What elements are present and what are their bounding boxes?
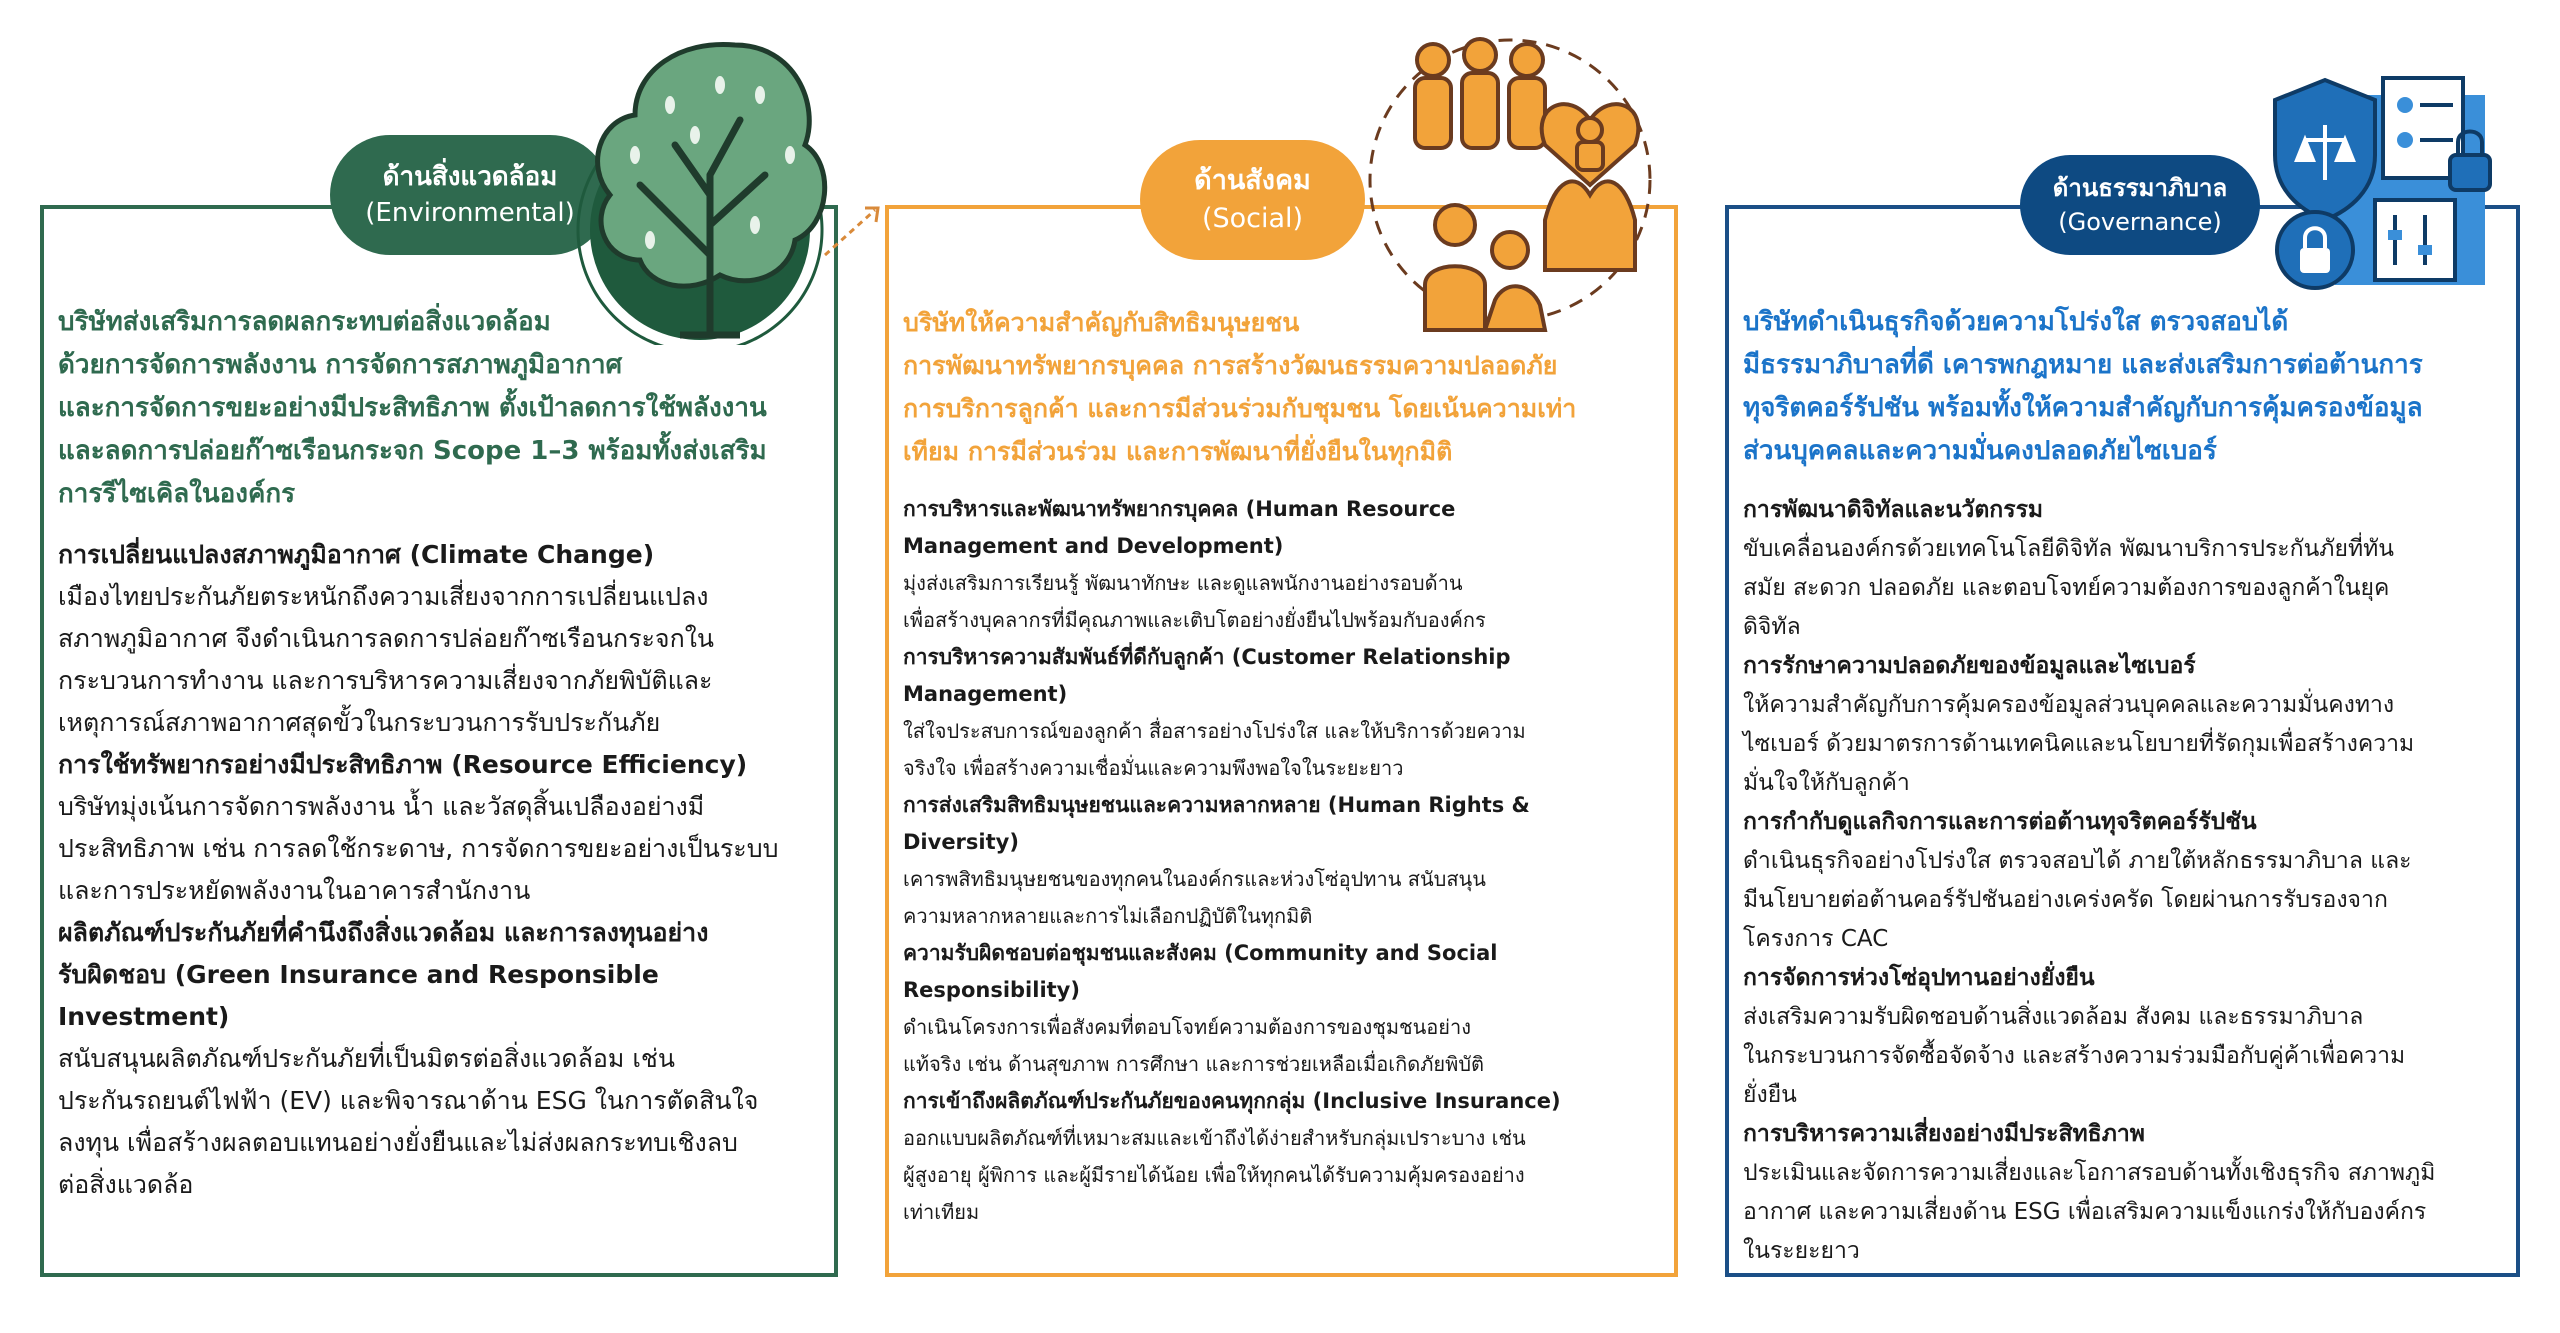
governance-header <box>2020 155 2260 255</box>
governance-item-title: การกำกับดูแลกิจการและการต่อต้านทุจริตคอร์รัปชัน <box>1743 809 2257 835</box>
social-header-th: ด้านสังคม <box>1194 165 1311 196</box>
social-panel <box>885 205 1678 1277</box>
environmental-header-en: (Environmental) <box>365 198 575 228</box>
governance-item-title: การจัดการห่วงโซ่อุปทานอย่างยั่งยืน <box>1743 965 2095 991</box>
governance-item-title: การรักษาความปลอดภัยของข้อมูลและไซเบอร์ <box>1743 653 2196 679</box>
governance-panel <box>1725 205 2520 1277</box>
environmental-item-title: การเปลี่ยนแปลงสภาพภูมิอากาศ (Climate Change) <box>58 540 655 569</box>
social-item <box>903 935 1660 1083</box>
governance-item-body: ให้ความสำคัญกับการคุ้มครองข้อมูลส่วนบุคคลและความมั่นคงทาง ไซเบอร์ ด้วยมาตรการด้านเทคนิคและนโยบายที่รัดกุมเพื่อสร้างความ มั่นใจให้กับลูกค้า <box>1743 692 2415 796</box>
social-item-body: ใส่ใจประสบการณ์ของลูกค้า สื่อสารอย่างโปร่งใส และให้บริการด้วยความ จริงใจ เพื่อสร้างความเชื่อมั่นและความพึงพอใจในระยะยาว <box>903 719 1526 780</box>
governance-item-title: การพัฒนาดิจิทัลและนวัตกรรม <box>1743 497 2044 523</box>
arrow-connector-icon <box>820 200 890 260</box>
social-header-en: (Social) <box>1201 203 1304 234</box>
social-item <box>903 1083 1660 1231</box>
social-item-body: เคารพสิทธิมนุษยชนของทุกคนในองค์กรและห่วงโซ่อุปทาน สนับสนุน ความหลากหลายและการไม่เลือกปฏิบัติในทุกมิติ <box>903 867 1486 928</box>
community-people-icon <box>1355 20 1675 340</box>
governance-item <box>1743 959 2502 1115</box>
social-item-title: การส่งเสริมสิทธิมนุษยชนและความหลากหลาย (Human Rights & Diversity) <box>903 793 1530 854</box>
environmental-item-body: สนับสนุนผลิตภัณฑ์ประกันภัยที่เป็นมิตรต่อสิ่งแวดล้อม เช่น ประกันรถยนต์ไฟฟ้า (EV) และพิจารณาด้าน ESG ในการตัดสินใจ ลงทุน เพื่อสร้างผลตอบแทนอย่างยั่งยืนและไม่ส่งผลกระทบเชิงลบ ต่อสิ่งแวดล้อ <box>58 1044 759 1199</box>
social-item-body: มุ่งส่งเสริมการเรียนรู้ พัฒนาทักษะ และดูแลพนักงานอย่างรอบด้าน เพื่อสร้างบุคลากรที่มีคุณภาพและเติบโตอย่างยั่งยืนไปพร้อมกับองค์กร <box>903 571 1486 632</box>
governance-item-body: ส่งเสริมความรับผิดชอบด้านสิ่งแวดล้อม สังคม และธรรมาภิบาล ในกระบวนการจัดซื้อจัดจ้าง และสร้างความร่วมมือกับคู่ค้าเพื่อความ ยั่งยืน <box>1743 1004 2406 1108</box>
governance-item <box>1743 647 2502 803</box>
governance-item-title: การบริหารความเสี่ยงอย่างมีประสิทธิภาพ <box>1743 1121 2145 1147</box>
environmental-panel <box>40 205 838 1277</box>
environmental-item-body: บริษัทมุ่งเน้นการจัดการพลังงาน น้ำ และวัสดุสิ้นเปลืองอย่างมี ประสิทธิภาพ เช่น การลดใช้กระดาษ, การจัดการขยะอย่างเป็นระบบ และการประหยัดพลังงานในอาคารสำนักงาน <box>58 792 779 905</box>
social-item <box>903 639 1660 787</box>
social-item-title: การบริหารความสัมพันธ์ที่ดีกับลูกค้า (Customer Relationship Management) <box>903 645 1511 706</box>
governance-item-body: ประเมินและจัดการความเสี่ยงและโอกาสรอบด้านทั้งเชิงธุรกิจ สภาพภูมิ อากาศ และความเสี่ยงด้าน ESG เพื่อเสริมความแข็งแกร่งให้กับองค์กร ในระยะยาว <box>1743 1160 2436 1264</box>
environmental-item-title: ผลิตภัณฑ์ประกันภัยที่คำนึงถึงสิ่งแวดล้อม และการลงทุนอย่าง รับผิดชอบ (Green Insurance and Responsible Investment) <box>58 918 709 1031</box>
governance-item <box>1743 1115 2502 1271</box>
social-item-title: การบริหารและพัฒนาทรัพยากรบุคคล (Human Resource Management and Development) <box>903 497 1456 558</box>
social-item-body: ออกแบบผลิตภัณฑ์ที่เหมาะสมและเข้าถึงได้ง่ายสำหรับกลุ่มเปราะบาง เช่น ผู้สูงอายุ ผู้พิการ และผู้มีรายได้น้อย เพื่อให้ทุกคนได้รับความคุ้มครองอย่าง เท่าเทียม <box>903 1126 1526 1224</box>
environmental-intro: บริษัทส่งเสริมการลดผลกระทบต่อสิ่งแวดล้อม ด้วยการจัดการพลังงาน การจัดการสภาพภูมิอากาศ และการจัดการขยะอย่างมีประสิทธิภาพ ตั้งเป้าลดการใช้พลังงาน และลดการปล่อยก๊าซเรือนกระจก Scope 1–3 พร้อมทั้งส่งเสริม การรีไซเคิลในองค์กร <box>58 307 767 509</box>
environmental-header-th: ด้านสิ่งแวดล้อม <box>382 162 558 192</box>
governance-item-body: ขับเคลื่อนองค์กรด้วยเทคโนโลยีดิจิทัล พัฒนาบริการประกันภัยที่ทัน สมัย สะดวก ปลอดภัย และตอบโจทย์ความต้องการของลูกค้าในยุค ดิจิทัล <box>1743 536 2394 640</box>
social-intro: บริษัทให้ความสำคัญกับสิทธิมนุษยชน การพัฒนาทรัพยากรบุคคล การสร้างวัฒนธรรมความปลอดภัย การบริการลูกค้า และการมีส่วนร่วมกับชุมชน โดยเน้นความเท่า เทียม การมีส่วนร่วม และการพัฒนาที่ยั่งยืนในทุกมิติ <box>903 308 1577 466</box>
governance-header-th: ด้านธรรมาภิบาล <box>2052 174 2228 202</box>
environmental-item-body: เมืองไทยประกันภัยตระหนักถึงความเสี่ยงจากการเปลี่ยนแปลง สภาพภูมิอากาศ จึงดำเนินการลดการปล่อยก๊าซเรือนกระจกใน กระบวนการทำงาน และการบริหารความเสี่ยงจากภัยพิบัติและ เหตุการณ์สภาพอากาศสุดขั้วในกระบวนการรับประกันภัย <box>58 582 715 737</box>
social-header <box>1140 140 1365 260</box>
social-item <box>903 787 1660 935</box>
tree-icon <box>560 25 850 345</box>
governance-item-body: ดำเนินธุรกิจอย่างโปร่งใส ตรวจสอบได้ ภายใต้หลักธรรมาภิบาล และ มีนโยบายต่อต้านคอร์รัปชันอย่างเคร่งครัด โดยผ่านการรับรองจาก โครงการ CAC <box>1743 848 2412 952</box>
governance-header-en: (Governance) <box>2058 208 2222 236</box>
environmental-item <box>58 912 820 1206</box>
governance-item <box>1743 803 2502 959</box>
social-item <box>903 491 1660 639</box>
social-item-title: การเข้าถึงผลิตภัณฑ์ประกันภัยของคนทุกกลุ่ม (Inclusive Insurance) <box>903 1089 1561 1113</box>
governance-intro: บริษัทดำเนินธุรกิจด้วยความโปร่งใส ตรวจสอบได้ มีธรรมาภิบาลที่ดี เคารพกฎหมาย และส่งเสริมการต่อต้านการ ทุจริตคอร์รัปชัน พร้อมทั้งให้ความสำคัญกับการคุ้มครองข้อมูล ส่วนบุคคลและความมั่นคงปลอดภัยไซเบอร์ <box>1743 307 2423 466</box>
social-item-title: ความรับผิดชอบต่อชุมชนและสังคม (Community and Social Responsibility) <box>903 941 1498 1002</box>
governance-security-icon <box>2255 70 2505 300</box>
environmental-item-title: การใช้ทรัพยากรอย่างมีประสิทธิภาพ (Resource Efficiency) <box>58 750 748 779</box>
governance-item <box>1743 491 2502 647</box>
social-item-body: ดำเนินโครงการเพื่อสังคมที่ตอบโจทย์ความต้องการของชุมชนอย่าง แท้จริง เช่น ด้านสุขภาพ การศึกษา และการช่วยเหลือเมื่อเกิดภัยพิบัติ <box>903 1015 1484 1076</box>
environmental-item <box>58 534 820 744</box>
environmental-item <box>58 744 820 912</box>
